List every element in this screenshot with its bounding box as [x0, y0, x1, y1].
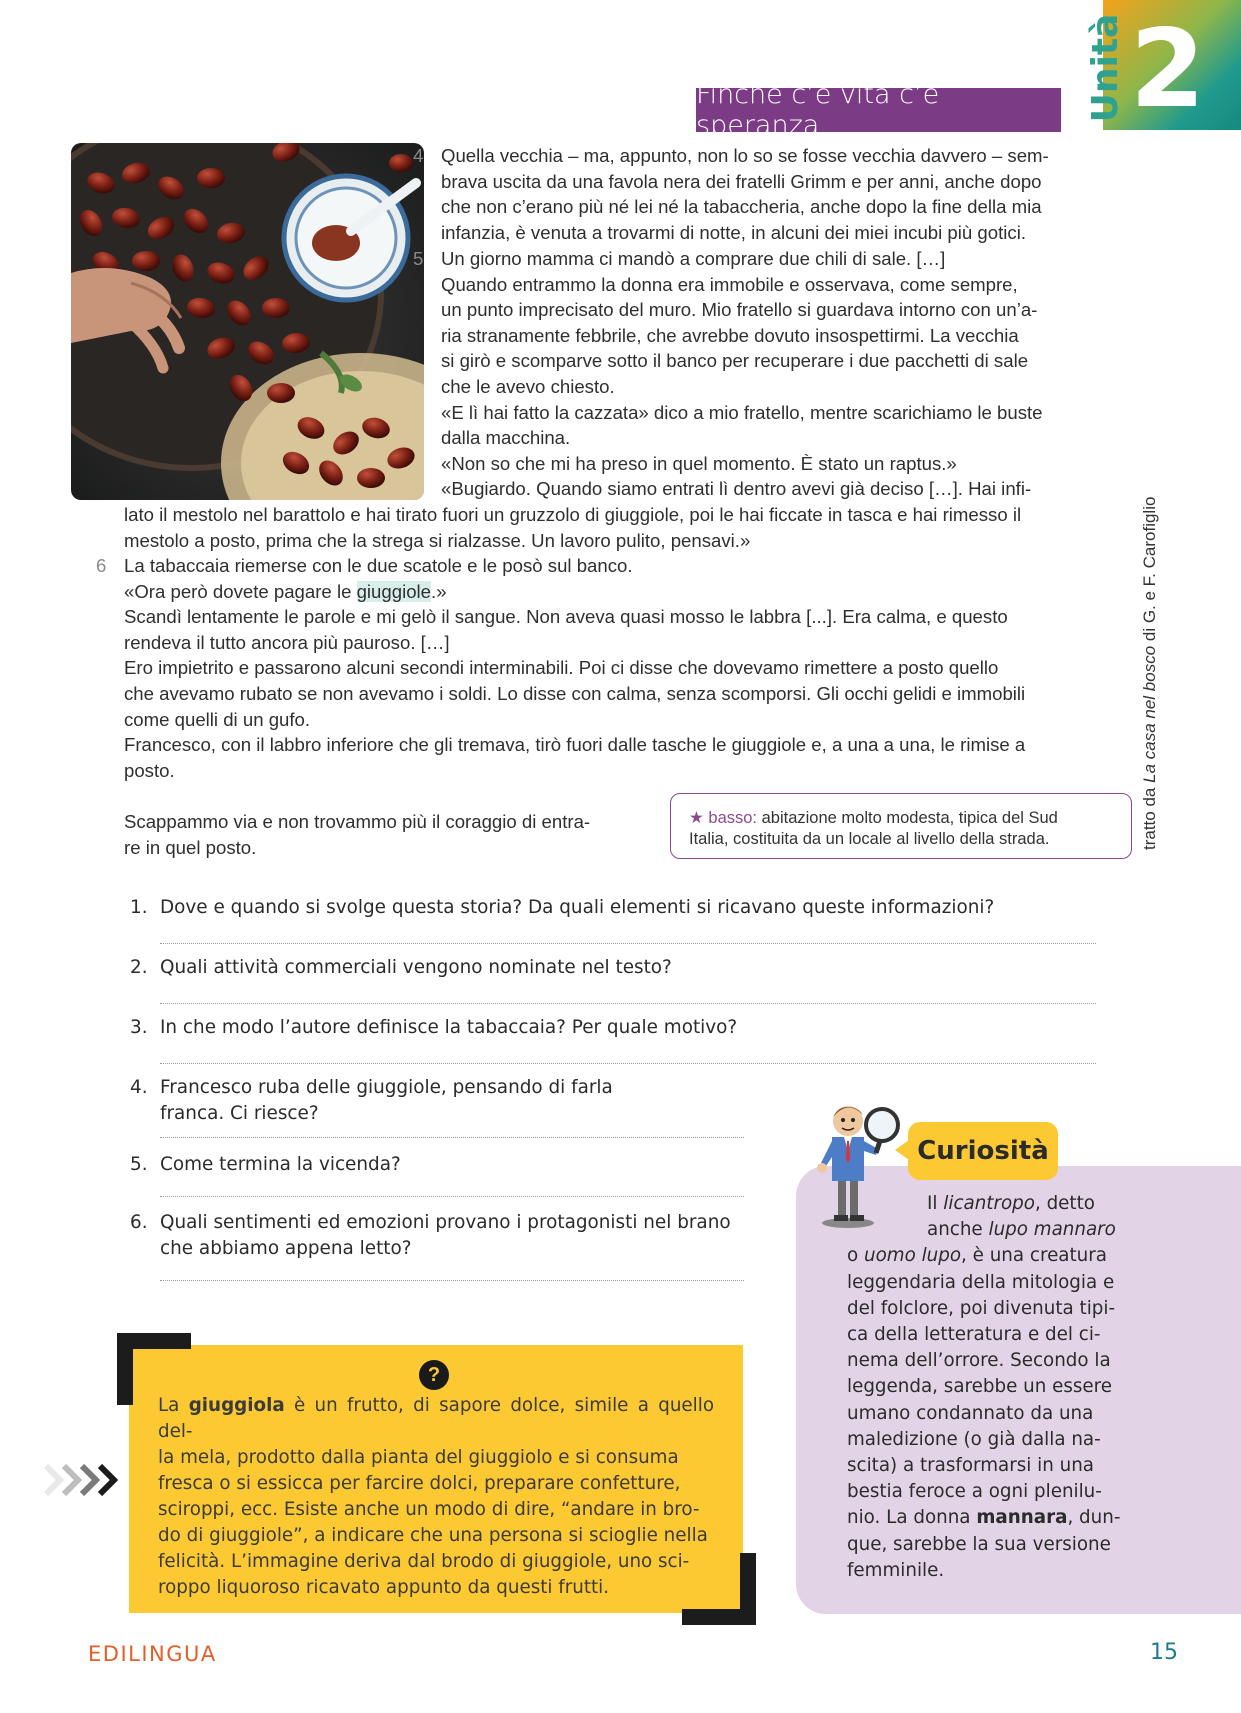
text-line: «Non so che mi ha preso in quel momento. È stato un raptus.» — [441, 452, 957, 474]
highlighted-word: giuggiole — [356, 580, 432, 602]
text-fragment: nio. La donna — [847, 1507, 977, 1529]
publisher-logo: EDILINGUA — [88, 1642, 217, 1666]
text-line: che non c’erano più né lei né la tabaccheria, anche dopo la fine della mia — [441, 196, 1042, 218]
text-line: brava uscita da una favola nera dei fratelli Grimm e per anni, anche dopo — [441, 170, 1042, 192]
info-text — [158, 1393, 714, 1601]
text-line — [158, 1393, 714, 1445]
glossary-term: basso: — [708, 809, 758, 827]
glossary-definition: abitazione molto modesta, tipica del Sud — [757, 809, 1058, 827]
text-line: Scappammo via e non trovammo più il coraggio di entra- — [124, 811, 591, 832]
question-text: Dove e quando si svolge questa storia? Da quali elementi si ricavano queste informazioni? — [160, 897, 995, 918]
text-fragment: anche — [927, 1219, 989, 1241]
text-line: che le avevo chiesto. — [441, 375, 615, 397]
answer-line[interactable] — [160, 1063, 1096, 1064]
paragraph-6 — [124, 553, 1070, 783]
jujube-photo — [71, 143, 424, 500]
answer-line[interactable] — [160, 943, 1096, 944]
text-line: come quelli di un gufo. — [124, 708, 311, 730]
question-text: Come termina la vicenda? — [160, 1154, 401, 1175]
text-line: nema dell’orrore. Secondo la — [847, 1350, 1111, 1372]
italic-term: uomo lupo — [864, 1245, 962, 1267]
text-line: ria stranamente febbrile, che avrebbe dovuto insospettirmi. La vecchia — [441, 324, 1019, 346]
answer-line[interactable] — [160, 1280, 744, 1281]
text-line: rendeva il tutto ancora più pauroso. […] — [124, 631, 450, 653]
glossary-definition-cont: Italia, costituita da un locale al livello della strada. — [689, 830, 1050, 848]
text-line: lato il mestolo nel barattolo e hai tirato fuori un gruzzolo di giuggiole, poi le hai ficcate in tasca e hai rimesso il — [124, 504, 1022, 525]
text-line: re in quel posto. — [124, 836, 257, 858]
answer-line[interactable] — [160, 1137, 744, 1138]
question-number: 4. — [130, 1077, 148, 1098]
text-fragment: «Ora però dovete pagare le — [124, 580, 357, 602]
question-mark-icon: ? — [419, 1360, 449, 1390]
paragraph-6-end — [124, 809, 644, 860]
paragraph-number: 5 — [413, 248, 424, 269]
text-line: un punto imprecisato del muro. Mio fratello si guardava intorno con un’a- — [441, 299, 1038, 321]
question-text: Quali sentimenti ed emozioni provano i protagonisti nel brano — [160, 1212, 731, 1233]
text-line: Francesco, con il labbro inferiore che gli tremava, tirò fuori dalle tasche le giuggiole e, a una a una, le rimise a — [124, 734, 1026, 756]
paragraph-number: 6 — [96, 555, 107, 576]
text-line: Ero impietrito e passarono alcuni secondi interminabili. Poi ci disse che dovevamo rimettere a posto quello — [124, 657, 999, 679]
text-fragment: o — [847, 1245, 864, 1267]
text-fragment: Il — [927, 1193, 944, 1214]
text-line: do di giuggiole”, a indicare che una persona si scioglie nella — [158, 1525, 708, 1546]
question-number: 1. — [130, 897, 148, 918]
question-text: che abbiamo appena letto? — [160, 1238, 412, 1259]
question-number: 2. — [130, 957, 148, 978]
text-line: che avevamo rubato se non avevamo i soldi. Lo disse con calma, senza scomporsi. Gli occhi gelidi e immobili — [124, 682, 1026, 704]
chevrons-icon — [44, 1462, 118, 1498]
text-line: infanzia, è venuta a trovarmi di notte, in alcuni dei miei incubi più gotici. — [441, 221, 1026, 243]
text-line: ca della letteratura e del ci- — [847, 1324, 1101, 1346]
unit-label: Unità — [1085, 13, 1126, 123]
text-fragment: .» — [431, 580, 447, 602]
paragraph-5-continued — [124, 502, 1070, 553]
text-line: posto. — [124, 759, 175, 781]
text-line: leggendaria della mitologia e — [847, 1271, 1115, 1293]
paragraph-5 — [441, 246, 1070, 502]
star-icon: ★ — [689, 809, 704, 827]
page-number: 15 — [1150, 1640, 1178, 1665]
text-line: mestolo a posto, prima che la strega si rialzasse. Un lavoro pulito, pensavi.» — [124, 529, 751, 551]
text-fragment: , detto — [1034, 1193, 1095, 1214]
unit-number: 2 — [1130, 7, 1206, 132]
glossary-note — [670, 793, 1132, 859]
text-line: scita) a trasformarsi in una — [847, 1455, 1095, 1477]
text-line: «E lì hai fatto la cazzata» dico a mio fratello, mentre scarichiamo le buste — [441, 401, 1043, 423]
chapter-title: Finché c’è vita c’è speranza — [696, 88, 1061, 132]
italic-term: lupo mannaro — [988, 1219, 1116, 1241]
text-line: roppo liquoroso ricavato appunto da questi frutti. — [158, 1577, 610, 1598]
text-line: del folclore, poi divenuta tipi- — [847, 1297, 1116, 1319]
text-line: la mela, prodotto dalla pianta del giuggiolo e si consuma — [158, 1447, 679, 1468]
text-line — [847, 1243, 1129, 1269]
jujube-fruits-photo — [71, 143, 424, 500]
text-line: si girò e scomparve sotto il banco per recuperare i due pacchetti di sale — [441, 350, 1029, 372]
text-line — [847, 1217, 1129, 1243]
text-line: femminile. — [847, 1559, 945, 1581]
text-line: felicità. L’immagine deriva dal brodo di giuggiole, uno sci- — [158, 1551, 690, 1572]
text-fragment: è un frutto, di sapore dolce, simile a quello del- — [158, 1395, 715, 1442]
text-line: sciroppi, ecc. Esiste anche un modo di dire, “andare in bro- — [158, 1499, 700, 1520]
text-line: fresca o si essicca per farcire dolci, preparare confetture, — [158, 1473, 681, 1494]
question-text: Quali attività commerciali vengono nominate nel testo? — [160, 957, 672, 978]
question-text: In che modo l’autore definisce la tabaccaia? Per quale motivo? — [160, 1017, 738, 1038]
credit-prefix: tratto da — [1140, 782, 1159, 850]
text-line: Quando entrammo la donna era immobile e osservava, come sempre, — [441, 273, 1018, 295]
question-number: 6. — [130, 1212, 148, 1233]
text-line: dalla macchina. — [441, 427, 571, 449]
curiosity-panel-edge — [1040, 1166, 1241, 1186]
text-line: Un giorno mamma ci mandò a comprare due chili di sale. […] — [441, 248, 946, 269]
answer-line[interactable] — [160, 1003, 1096, 1004]
text-line: maledizione (o già dalla na- — [847, 1428, 1101, 1450]
question-text: Francesco ruba delle giuggiole, pensando di farla — [160, 1077, 613, 1098]
answer-line[interactable] — [160, 1196, 744, 1197]
text-line: que, sarebbe la sua versione — [847, 1533, 1111, 1555]
question-text: franca. Ci riesce? — [160, 1103, 319, 1124]
curiosity-text — [847, 1191, 1129, 1584]
paragraph-4 — [441, 143, 1070, 245]
text-line: «Bugiardo. Quando siamo entrati lì dentro avevi già deciso […]. Hai infi- — [441, 478, 1032, 500]
text-line — [847, 1191, 1129, 1217]
text-line: Quella vecchia – ma, appunto, non lo so se fosse vecchia davvero – sem- — [441, 145, 1049, 166]
question-number: 3. — [130, 1017, 148, 1038]
bold-term: mannara — [976, 1507, 1068, 1529]
text-fragment: , dun- — [1067, 1507, 1121, 1529]
text-line: La tabaccaia riemerse con le due scatole e le posò sul banco. — [124, 555, 633, 576]
text-fragment: La — [158, 1395, 189, 1416]
text-line: leggenda, sarebbe un essere — [847, 1376, 1113, 1398]
text-fragment: , è una creatura — [961, 1245, 1107, 1267]
credit-suffix: di G. e F. Carofiglio — [1140, 496, 1159, 646]
paragraph-number: 4 — [413, 145, 424, 166]
text-line: Scandì lentamente le parole e mi gelò il sangue. Non aveva quasi mosso le labbra [...]. Era calma, e questo — [124, 606, 1008, 628]
italic-term: licantropo — [943, 1193, 1035, 1214]
text-line: umano condannato da una — [847, 1402, 1094, 1424]
text-line — [847, 1505, 1129, 1531]
text-line: bestia feroce a ogni plenilu- — [847, 1481, 1102, 1503]
curiosity-label: Curiosità — [908, 1122, 1058, 1180]
source-credit — [1140, 460, 1170, 850]
book-title: La casa nel bosco — [1140, 645, 1159, 783]
text-line — [124, 579, 1070, 605]
bold-term: giuggiola — [188, 1395, 285, 1416]
question-number: 5. — [130, 1154, 148, 1175]
